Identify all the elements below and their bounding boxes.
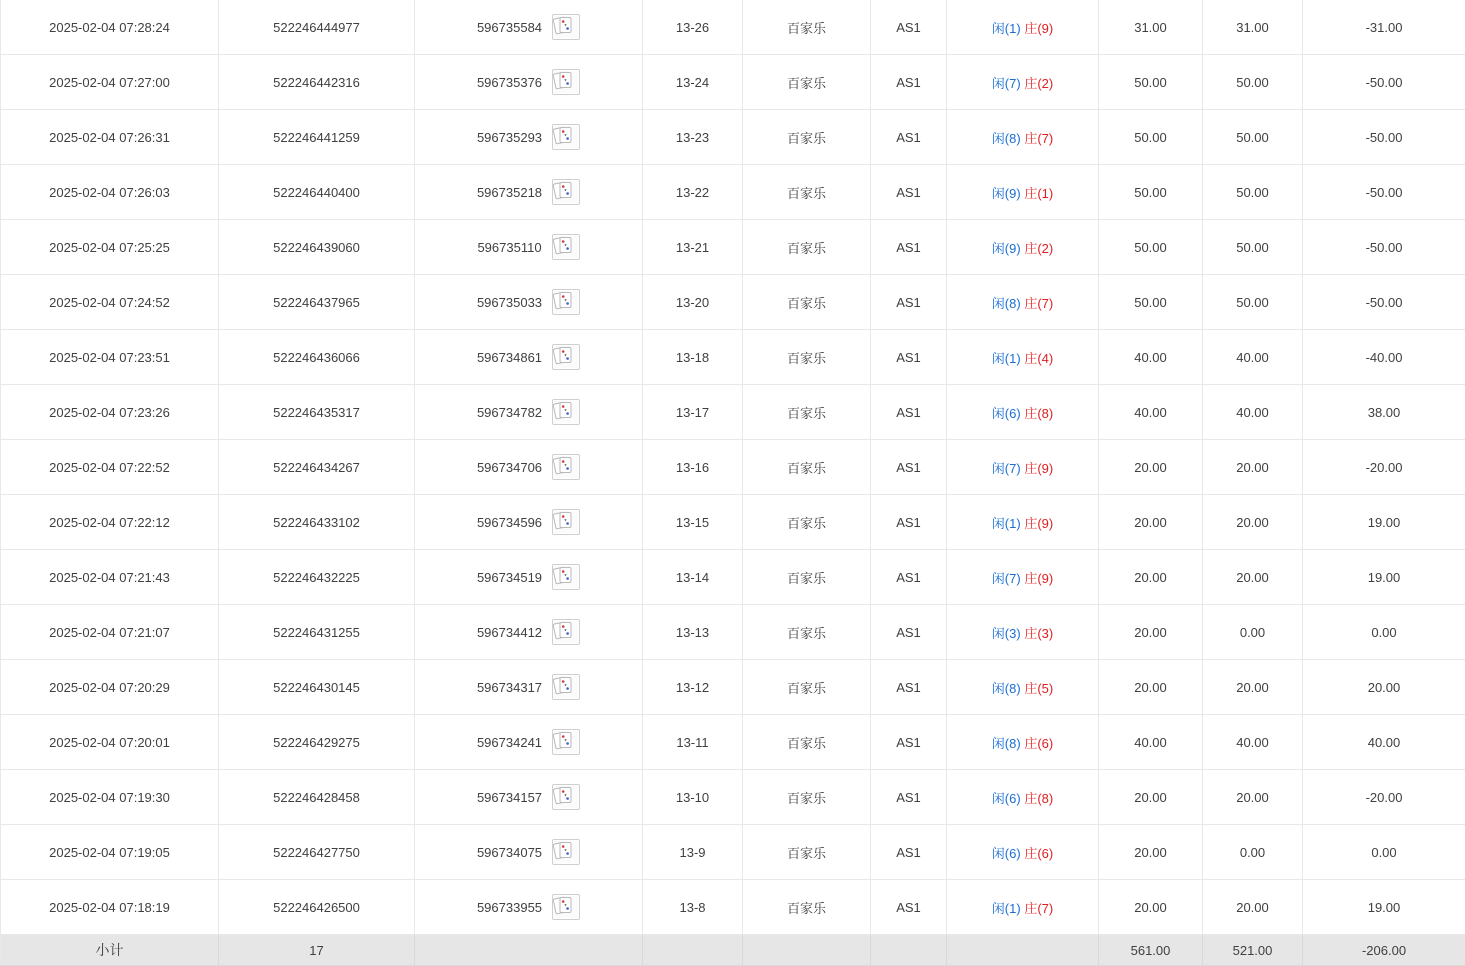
round-id-label: 596735033 — [477, 295, 542, 310]
cell-dealer-table: AS1 — [871, 605, 947, 660]
cell-dealer-table: AS1 — [871, 55, 947, 110]
cell-valid-bet: 50.00 — [1203, 55, 1303, 110]
bet-player-label: 闲(6) — [992, 846, 1021, 861]
cell-bet-time: 2025-02-04 07:26:03 — [1, 165, 219, 220]
cell-bet-time: 2025-02-04 07:23:51 — [1, 330, 219, 385]
cell-seat-no: 13-24 — [643, 55, 743, 110]
cell-result: -20.00 — [1303, 770, 1465, 825]
table-row — [1, 165, 1465, 220]
bet-player-label: 闲(1) — [992, 351, 1021, 366]
playing-cards-icon[interactable] — [552, 784, 580, 810]
playing-cards-icon[interactable] — [552, 729, 580, 755]
bet-player-label: 闲(9) — [992, 186, 1021, 201]
bet-player-label: 闲(9) — [992, 241, 1021, 256]
cell-game-name: 百家乐 — [743, 660, 871, 715]
cell-round-no — [415, 330, 643, 385]
cell-seat-no: 13-22 — [643, 165, 743, 220]
cell-seat-no: 13-14 — [643, 550, 743, 605]
cell-game-name: 百家乐 — [743, 55, 871, 110]
cell-game-name: 百家乐 — [743, 385, 871, 440]
cell-order-no: 522246427750 — [219, 825, 415, 880]
cell-bet-time: 2025-02-04 07:25:25 — [1, 220, 219, 275]
cell-bet-amount: 50.00 — [1099, 275, 1203, 330]
table-total-row — [1, 935, 1465, 966]
cell-round-no — [415, 55, 643, 110]
total-valid: 521.00 — [1203, 935, 1303, 966]
cell-bet-amount: 20.00 — [1099, 660, 1203, 715]
cell-dealer-table: AS1 — [871, 825, 947, 880]
round-id-label: 596734519 — [477, 570, 542, 585]
table-row — [1, 495, 1465, 550]
round-id-label: 596734157 — [477, 790, 542, 805]
cell-round-no — [415, 110, 643, 165]
cell-seat-no: 13-18 — [643, 330, 743, 385]
cell-result: 40.00 — [1303, 715, 1465, 770]
bet-player-label: 闲(6) — [992, 406, 1021, 421]
cell-valid-bet: 40.00 — [1203, 715, 1303, 770]
cell-game-name: 百家乐 — [743, 165, 871, 220]
bet-player-label: 闲(7) — [992, 76, 1021, 91]
playing-cards-icon[interactable] — [552, 234, 580, 260]
table-row — [1, 0, 1465, 55]
cell-bet-content — [947, 880, 1099, 935]
cell-order-no: 522246433102 — [219, 495, 415, 550]
cell-result: 38.00 — [1303, 385, 1465, 440]
cell-bet-content — [947, 495, 1099, 550]
playing-cards-icon[interactable] — [552, 344, 580, 370]
cell-dealer-table: AS1 — [871, 110, 947, 165]
bet-banker-label: 庄(6) — [1024, 736, 1053, 751]
cell-result: -50.00 — [1303, 220, 1465, 275]
cell-game-name: 百家乐 — [743, 0, 871, 55]
cell-bet-amount: 20.00 — [1099, 880, 1203, 935]
round-id-label: 596734075 — [477, 845, 542, 860]
cell-seat-no: 13-10 — [643, 770, 743, 825]
playing-cards-icon[interactable] — [552, 674, 580, 700]
cell-order-no: 522246440400 — [219, 165, 415, 220]
table-row — [1, 220, 1465, 275]
round-id-label: 596735584 — [477, 20, 542, 35]
bet-banker-label: 庄(5) — [1024, 681, 1053, 696]
table-row — [1, 605, 1465, 660]
cell-dealer-table: AS1 — [871, 165, 947, 220]
cell-round-no — [415, 825, 643, 880]
cell-seat-no: 13-9 — [643, 825, 743, 880]
total-game-blank — [743, 935, 871, 966]
cell-seat-no: 13-13 — [643, 605, 743, 660]
cell-order-no: 522246439060 — [219, 220, 415, 275]
total-count: 17 — [219, 935, 415, 966]
cell-game-name: 百家乐 — [743, 495, 871, 550]
cell-bet-amount: 40.00 — [1099, 330, 1203, 385]
cell-bet-content — [947, 715, 1099, 770]
cell-game-name: 百家乐 — [743, 715, 871, 770]
cell-bet-time: 2025-02-04 07:28:24 — [1, 0, 219, 55]
cell-valid-bet: 20.00 — [1203, 880, 1303, 935]
cell-result: -50.00 — [1303, 55, 1465, 110]
cell-bet-time: 2025-02-04 07:19:05 — [1, 825, 219, 880]
bet-player-label: 闲(1) — [992, 901, 1021, 916]
cell-bet-time: 2025-02-04 07:23:26 — [1, 385, 219, 440]
cell-valid-bet: 50.00 — [1203, 165, 1303, 220]
cell-order-no: 522246431255 — [219, 605, 415, 660]
bet-player-label: 闲(8) — [992, 296, 1021, 311]
cell-dealer-table: AS1 — [871, 440, 947, 495]
cell-result: 0.00 — [1303, 605, 1465, 660]
cell-bet-amount: 50.00 — [1099, 165, 1203, 220]
cell-seat-no: 13-15 — [643, 495, 743, 550]
bet-banker-label: 庄(4) — [1024, 351, 1053, 366]
cell-bet-time: 2025-02-04 07:22:52 — [1, 440, 219, 495]
cell-bet-time: 2025-02-04 07:18:19 — [1, 880, 219, 935]
cell-bet-content — [947, 770, 1099, 825]
cell-order-no: 522246436066 — [219, 330, 415, 385]
cell-game-name: 百家乐 — [743, 825, 871, 880]
cell-valid-bet: 20.00 — [1203, 660, 1303, 715]
bet-banker-label: 庄(7) — [1024, 296, 1053, 311]
cell-bet-time: 2025-02-04 07:22:12 — [1, 495, 219, 550]
cell-valid-bet: 20.00 — [1203, 770, 1303, 825]
playing-cards-icon[interactable] — [552, 564, 580, 590]
cell-order-no: 522246430145 — [219, 660, 415, 715]
cell-valid-bet: 50.00 — [1203, 110, 1303, 165]
cell-dealer-table: AS1 — [871, 715, 947, 770]
cell-game-name: 百家乐 — [743, 880, 871, 935]
cell-bet-content — [947, 605, 1099, 660]
total-round-blank — [415, 935, 643, 966]
cell-valid-bet: 0.00 — [1203, 825, 1303, 880]
cell-result: -40.00 — [1303, 330, 1465, 385]
cell-round-no — [415, 385, 643, 440]
cell-dealer-table: AS1 — [871, 550, 947, 605]
playing-cards-icon[interactable] — [552, 619, 580, 645]
cell-seat-no: 13-23 — [643, 110, 743, 165]
cell-bet-amount: 20.00 — [1099, 440, 1203, 495]
cell-dealer-table: AS1 — [871, 0, 947, 55]
cell-seat-no: 13-12 — [643, 660, 743, 715]
round-id-label: 596735110 — [477, 240, 541, 255]
cell-result: -20.00 — [1303, 440, 1465, 495]
cell-order-no: 522246429275 — [219, 715, 415, 770]
cell-valid-bet: 0.00 — [1203, 605, 1303, 660]
cell-bet-content — [947, 550, 1099, 605]
bet-banker-label: 庄(6) — [1024, 846, 1053, 861]
cell-dealer-table: AS1 — [871, 770, 947, 825]
cell-result: 0.00 — [1303, 825, 1465, 880]
cell-bet-content — [947, 0, 1099, 55]
cell-bet-time: 2025-02-04 07:21:43 — [1, 550, 219, 605]
cell-game-name: 百家乐 — [743, 275, 871, 330]
round-id-label: 596733955 — [477, 900, 542, 915]
bet-player-label: 闲(8) — [992, 736, 1021, 751]
bet-player-label: 闲(8) — [992, 131, 1021, 146]
cell-result: 19.00 — [1303, 880, 1465, 935]
round-id-label: 596734861 — [477, 350, 542, 365]
playing-cards-icon[interactable] — [552, 179, 580, 205]
bet-banker-label: 庄(3) — [1024, 626, 1053, 641]
cell-game-name: 百家乐 — [743, 440, 871, 495]
cell-round-no — [415, 275, 643, 330]
cell-result: -50.00 — [1303, 275, 1465, 330]
cell-order-no: 522246441259 — [219, 110, 415, 165]
playing-cards-icon[interactable] — [552, 124, 580, 150]
cell-bet-content — [947, 275, 1099, 330]
cell-round-no — [415, 880, 643, 935]
round-id-label: 596734412 — [477, 625, 542, 640]
cell-game-name: 百家乐 — [743, 605, 871, 660]
table-row — [1, 275, 1465, 330]
bet-player-label: 闲(1) — [992, 516, 1021, 531]
playing-cards-icon[interactable] — [552, 839, 580, 865]
cell-bet-amount: 50.00 — [1099, 110, 1203, 165]
cell-bet-time: 2025-02-04 07:26:31 — [1, 110, 219, 165]
bet-banker-label: 庄(7) — [1024, 901, 1053, 916]
cell-result: 19.00 — [1303, 495, 1465, 550]
table-row — [1, 825, 1465, 880]
cell-bet-amount: 40.00 — [1099, 385, 1203, 440]
cell-valid-bet: 31.00 — [1203, 0, 1303, 55]
playing-cards-icon[interactable] — [552, 894, 580, 920]
cell-seat-no: 13-11 — [643, 715, 743, 770]
cell-valid-bet: 40.00 — [1203, 330, 1303, 385]
table-row — [1, 385, 1465, 440]
cell-seat-no: 13-20 — [643, 275, 743, 330]
cell-game-name: 百家乐 — [743, 110, 871, 165]
round-id-label: 596734241 — [477, 735, 542, 750]
table-row — [1, 660, 1465, 715]
cell-result: 19.00 — [1303, 550, 1465, 605]
cell-seat-no: 13-21 — [643, 220, 743, 275]
bet-banker-label: 庄(9) — [1024, 461, 1053, 476]
bet-banker-label: 庄(9) — [1024, 21, 1053, 36]
cell-dealer-table: AS1 — [871, 495, 947, 550]
cell-order-no: 522246442316 — [219, 55, 415, 110]
cell-game-name: 百家乐 — [743, 550, 871, 605]
total-dealer-blank — [871, 935, 947, 966]
cell-bet-content — [947, 660, 1099, 715]
cell-dealer-table: AS1 — [871, 275, 947, 330]
playing-cards-icon[interactable] — [552, 14, 580, 40]
cell-bet-content — [947, 165, 1099, 220]
cell-bet-content — [947, 330, 1099, 385]
cell-round-no — [415, 0, 643, 55]
bet-banker-label: 庄(2) — [1024, 76, 1053, 91]
bet-player-label: 闲(8) — [992, 681, 1021, 696]
playing-cards-icon[interactable] — [552, 289, 580, 315]
bet-banker-label: 庄(2) — [1024, 241, 1053, 256]
cell-bet-amount: 40.00 — [1099, 715, 1203, 770]
playing-cards-icon[interactable] — [552, 399, 580, 425]
cell-result: -50.00 — [1303, 110, 1465, 165]
bet-player-label: 闲(1) — [992, 21, 1021, 36]
cell-seat-no: 13-26 — [643, 0, 743, 55]
cell-valid-bet: 50.00 — [1203, 275, 1303, 330]
cell-bet-content — [947, 110, 1099, 165]
table-row — [1, 715, 1465, 770]
cell-bet-amount: 20.00 — [1099, 605, 1203, 660]
cell-round-no — [415, 660, 643, 715]
cell-valid-bet: 50.00 — [1203, 220, 1303, 275]
cell-result: 20.00 — [1303, 660, 1465, 715]
cell-bet-content — [947, 385, 1099, 440]
cell-game-name: 百家乐 — [743, 330, 871, 385]
table-row — [1, 880, 1465, 935]
cell-order-no: 522246434267 — [219, 440, 415, 495]
cell-bet-amount: 20.00 — [1099, 825, 1203, 880]
total-amount: 561.00 — [1099, 935, 1203, 966]
round-id-label: 596734317 — [477, 680, 542, 695]
playing-cards-icon[interactable] — [552, 509, 580, 535]
cell-round-no — [415, 220, 643, 275]
table-row — [1, 770, 1465, 825]
bet-banker-label: 庄(7) — [1024, 131, 1053, 146]
cell-order-no: 522246428458 — [219, 770, 415, 825]
total-label: 小计 — [1, 935, 219, 966]
cell-seat-no: 13-16 — [643, 440, 743, 495]
cell-round-no — [415, 495, 643, 550]
cell-result: -31.00 — [1303, 0, 1465, 55]
cell-bet-time: 2025-02-04 07:24:52 — [1, 275, 219, 330]
cell-seat-no: 13-17 — [643, 385, 743, 440]
cell-bet-time: 2025-02-04 07:27:00 — [1, 55, 219, 110]
cell-seat-no: 13-8 — [643, 880, 743, 935]
cell-bet-amount: 20.00 — [1099, 770, 1203, 825]
cell-bet-time: 2025-02-04 07:20:29 — [1, 660, 219, 715]
cell-bet-time: 2025-02-04 07:21:07 — [1, 605, 219, 660]
cell-order-no: 522246435317 — [219, 385, 415, 440]
round-id-label: 596735376 — [477, 75, 542, 90]
playing-cards-icon[interactable] — [552, 454, 580, 480]
cell-dealer-table: AS1 — [871, 220, 947, 275]
table-row — [1, 550, 1465, 605]
cell-order-no: 522246437965 — [219, 275, 415, 330]
table-row — [1, 55, 1465, 110]
bet-player-label: 闲(7) — [992, 571, 1021, 586]
cell-bet-amount: 20.00 — [1099, 550, 1203, 605]
cell-result: -50.00 — [1303, 165, 1465, 220]
round-id-label: 596734782 — [477, 405, 542, 420]
cell-dealer-table: AS1 — [871, 660, 947, 715]
cell-order-no: 522246444977 — [219, 0, 415, 55]
cell-order-no: 522246426500 — [219, 880, 415, 935]
cell-round-no — [415, 715, 643, 770]
bet-banker-label: 庄(1) — [1024, 186, 1053, 201]
round-id-label: 596734596 — [477, 515, 542, 530]
table-row — [1, 330, 1465, 385]
cell-bet-amount: 50.00 — [1099, 55, 1203, 110]
cell-bet-time: 2025-02-04 07:20:01 — [1, 715, 219, 770]
cell-valid-bet: 20.00 — [1203, 550, 1303, 605]
round-id-label: 596735218 — [477, 185, 542, 200]
cell-round-no — [415, 605, 643, 660]
cell-bet-content — [947, 440, 1099, 495]
cell-round-no — [415, 440, 643, 495]
total-result: -206.00 — [1303, 935, 1465, 966]
total-content-blank — [947, 935, 1099, 966]
cell-round-no — [415, 165, 643, 220]
playing-cards-icon[interactable] — [552, 69, 580, 95]
cell-valid-bet: 40.00 — [1203, 385, 1303, 440]
total-seat-blank — [643, 935, 743, 966]
bet-player-label: 闲(6) — [992, 791, 1021, 806]
cell-round-no — [415, 550, 643, 605]
cell-bet-content — [947, 220, 1099, 275]
cell-dealer-table: AS1 — [871, 385, 947, 440]
cell-order-no: 522246432225 — [219, 550, 415, 605]
cell-bet-content — [947, 825, 1099, 880]
cell-bet-time: 2025-02-04 07:19:30 — [1, 770, 219, 825]
cell-round-no — [415, 770, 643, 825]
bet-banker-label: 庄(9) — [1024, 516, 1053, 531]
bet-banker-label: 庄(9) — [1024, 571, 1053, 586]
cell-valid-bet: 20.00 — [1203, 440, 1303, 495]
cell-bet-amount: 50.00 — [1099, 220, 1203, 275]
round-id-label: 596735293 — [477, 130, 542, 145]
cell-bet-content — [947, 55, 1099, 110]
cell-valid-bet: 20.00 — [1203, 495, 1303, 550]
cell-game-name: 百家乐 — [743, 220, 871, 275]
cell-dealer-table: AS1 — [871, 330, 947, 385]
bet-player-label: 闲(3) — [992, 626, 1021, 641]
cell-bet-amount: 20.00 — [1099, 495, 1203, 550]
bet-player-label: 闲(7) — [992, 461, 1021, 476]
bet-banker-label: 庄(8) — [1024, 791, 1053, 806]
table-row — [1, 440, 1465, 495]
round-id-label: 596734706 — [477, 460, 542, 475]
cell-game-name: 百家乐 — [743, 770, 871, 825]
table-row — [1, 110, 1465, 165]
cell-dealer-table: AS1 — [871, 880, 947, 935]
bet-banker-label: 庄(8) — [1024, 406, 1053, 421]
cell-bet-amount: 31.00 — [1099, 0, 1203, 55]
